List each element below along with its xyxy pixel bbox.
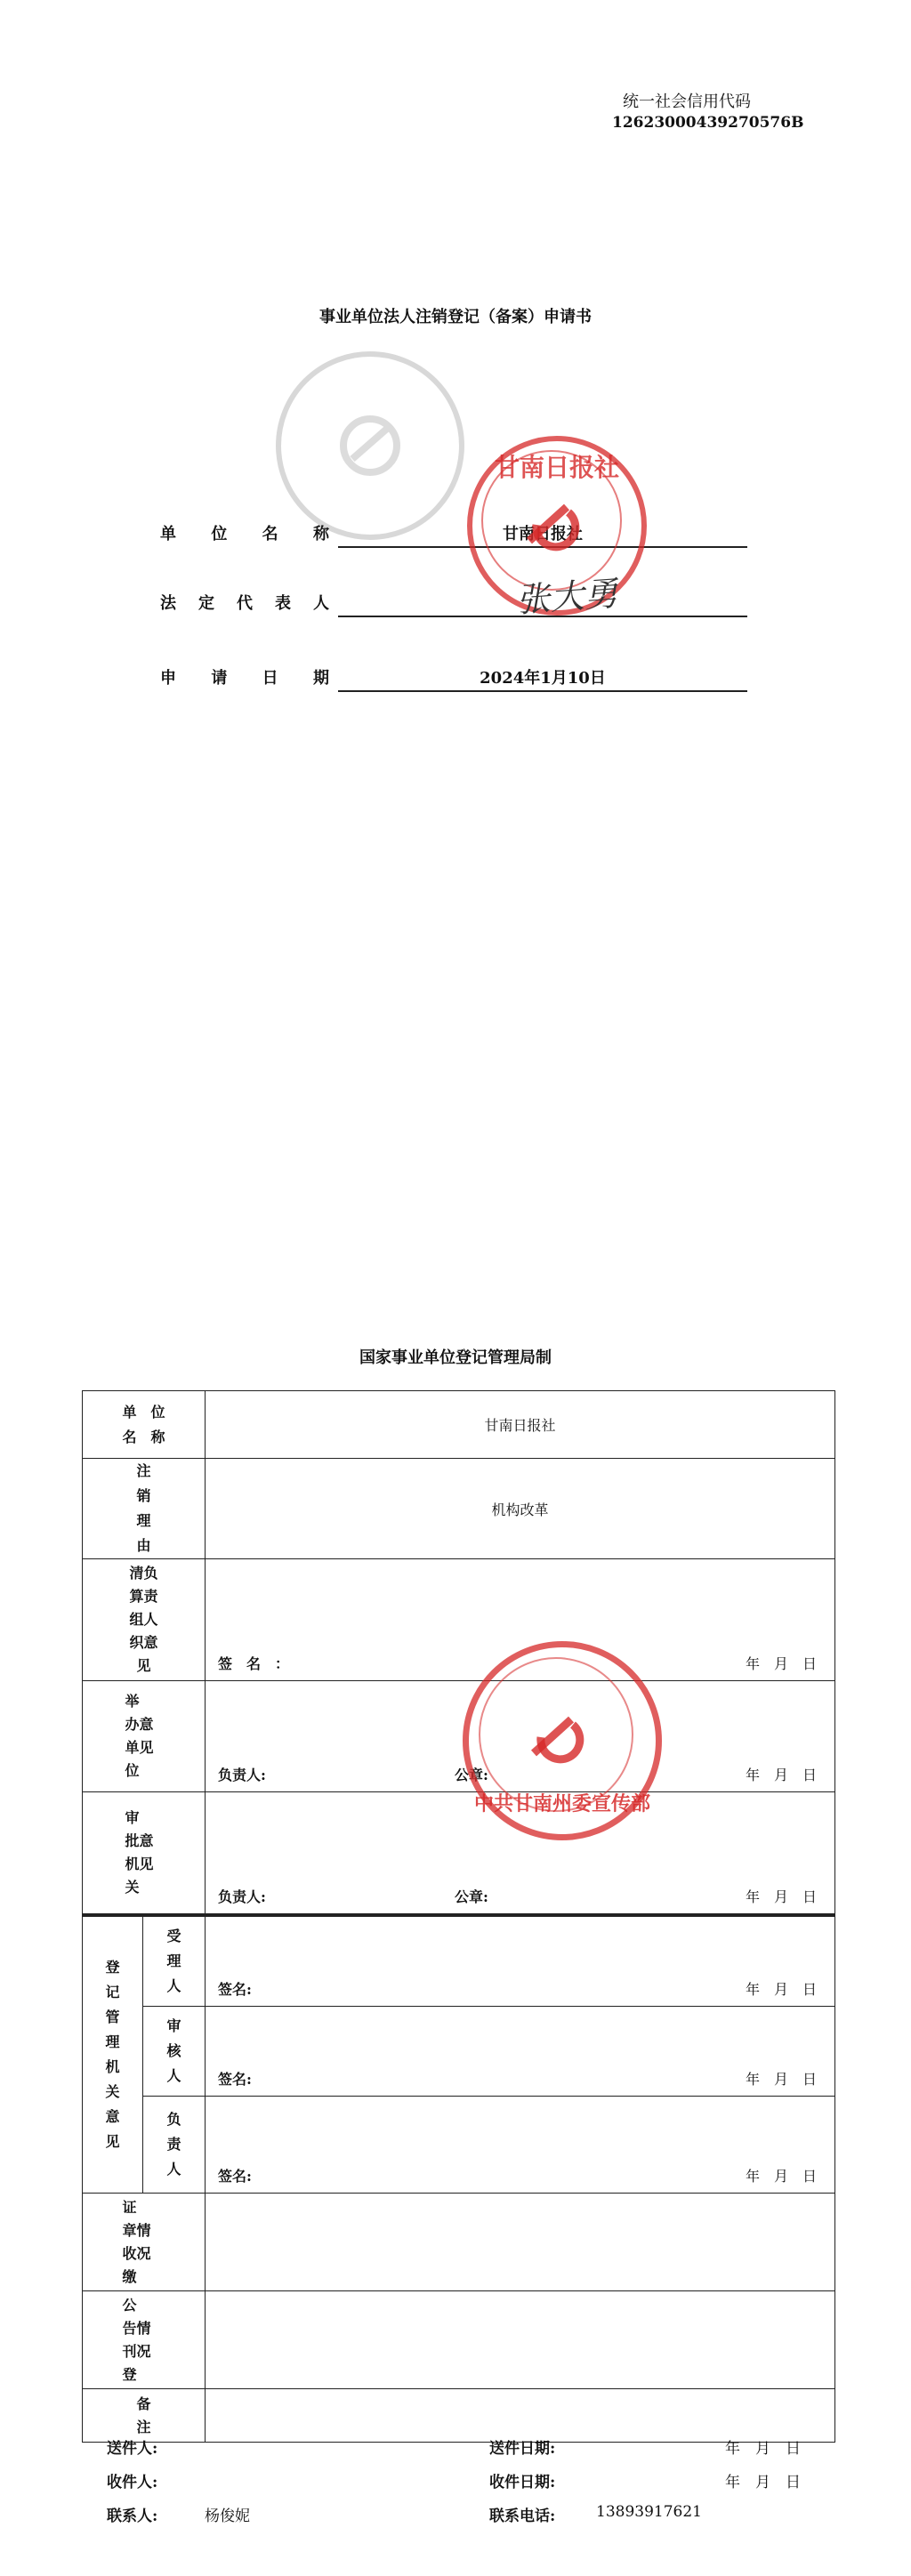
receive-date-label: 收件日期: bbox=[489, 2474, 556, 2491]
table-row bbox=[83, 1459, 835, 1559]
remarks-cell bbox=[206, 2389, 835, 2443]
contact-label: 联系人: bbox=[107, 2508, 158, 2525]
table-row bbox=[83, 1792, 835, 1916]
field-legal-rep bbox=[160, 585, 747, 617]
table-row bbox=[83, 2389, 835, 2443]
credit-code-label: 统一社会信用代码 bbox=[623, 93, 751, 111]
approval-label: 审 批意 机见 关 bbox=[83, 1792, 206, 1916]
date-placeholder: 年 月 日 bbox=[745, 1888, 817, 1905]
date-placeholder: 年 月 日 bbox=[745, 1981, 817, 1998]
footer-sender-row bbox=[107, 2435, 801, 2460]
seal-newspaper-text: 甘南日报社 bbox=[494, 453, 619, 482]
bureau-title: 国家事业单位登记管理局制 bbox=[359, 1348, 552, 1367]
receiver-label: 受理人 bbox=[143, 1915, 206, 2007]
reviewer-label: 审核人 bbox=[143, 2007, 206, 2097]
unit-name-label: 单 位 名 称 bbox=[83, 1391, 206, 1459]
announcement-cell bbox=[206, 2291, 835, 2389]
table-row bbox=[83, 1681, 835, 1792]
sender-label: 送件人: bbox=[107, 2440, 158, 2458]
receive-date-placeholder: 年 月 日 bbox=[725, 2474, 801, 2491]
certificate-cell bbox=[206, 2194, 835, 2291]
table-row bbox=[83, 1559, 835, 1681]
principal-label: 负责人: bbox=[218, 1888, 266, 1905]
announcement-label: 公 告情 刊况 登 bbox=[83, 2291, 206, 2389]
send-date-placeholder: 年 月 日 bbox=[725, 2440, 801, 2458]
table-row bbox=[83, 2097, 835, 2194]
registry-label: 登记管理机关意见 bbox=[83, 1915, 143, 2194]
table-row bbox=[83, 1391, 835, 1459]
phone-value: 13893917621 bbox=[596, 2503, 702, 2521]
faded-seal-emblem-icon bbox=[330, 406, 410, 486]
unit-name-value: 甘南日报社 bbox=[206, 1391, 835, 1459]
principal-label: 负责人: bbox=[218, 1767, 266, 1783]
document-title: 事业单位法人注销登记（备案）申请书 bbox=[319, 308, 592, 326]
field-legal-rep-label: 法 定 代 表 人 bbox=[160, 594, 329, 613]
reviewer-cell bbox=[206, 2007, 835, 2097]
credit-code-value: 12623000439270576B bbox=[612, 114, 804, 132]
red-seal-propaganda bbox=[463, 1641, 662, 1840]
table-row bbox=[83, 2194, 835, 2291]
reason-label: 注销理由 bbox=[83, 1459, 206, 1559]
date-placeholder: 年 月 日 bbox=[745, 2168, 817, 2185]
reason-value: 机构改革 bbox=[206, 1459, 835, 1559]
faded-seal bbox=[276, 351, 464, 540]
organizer-label: 举 办意 单见 位 bbox=[83, 1681, 206, 1792]
deregistration-form-table bbox=[82, 1390, 835, 2443]
phone-label: 联系电话: bbox=[489, 2508, 556, 2525]
date-placeholder: 年 月 日 bbox=[745, 1655, 817, 1672]
seal-label: 公章: bbox=[455, 1888, 488, 1905]
seal-label: 公章: bbox=[455, 1767, 488, 1783]
table-row bbox=[83, 2007, 835, 2097]
liquidation-label: 清负 算责 组人 织意 见 bbox=[83, 1559, 206, 1681]
date-placeholder: 年 月 日 bbox=[745, 2071, 817, 2088]
field-unit-name-value: 甘南日报社 bbox=[503, 525, 583, 543]
send-date-label: 送件日期: bbox=[489, 2440, 556, 2458]
field-underline bbox=[338, 690, 747, 692]
field-unit-name bbox=[160, 516, 747, 548]
sign-label: 签名: bbox=[218, 1981, 252, 1998]
field-unit-name-label: 单 位 名 称 bbox=[160, 525, 329, 543]
sign-label: 签名: bbox=[218, 2071, 252, 2088]
remarks-label: 备 注 bbox=[83, 2389, 206, 2443]
field-apply-date-label: 申 请 日 期 bbox=[160, 669, 329, 688]
date-placeholder: 年 月 日 bbox=[745, 1767, 817, 1783]
contact-value: 杨俊妮 bbox=[205, 2508, 250, 2525]
responsible-label: 负责人 bbox=[143, 2097, 206, 2194]
signature: 张大勇 bbox=[514, 574, 619, 620]
table-row bbox=[83, 2291, 835, 2389]
sign-label: 签名: bbox=[218, 2168, 252, 2185]
footer-receiver-row bbox=[107, 2469, 801, 2494]
field-apply-date bbox=[160, 660, 747, 692]
receiver-label: 收件人: bbox=[107, 2474, 158, 2491]
table-row bbox=[83, 1915, 835, 2007]
receiver-cell bbox=[206, 1915, 835, 2007]
footer-contact-row bbox=[107, 2503, 801, 2528]
sign-label: 签 名 ： bbox=[218, 1655, 290, 1672]
responsible-cell bbox=[206, 2097, 835, 2194]
certificate-label: 证 章情 收况 缴 bbox=[83, 2194, 206, 2291]
field-apply-date-value: 2024年1月10日 bbox=[480, 669, 606, 688]
seal-propaganda-text: 中共甘南州委宣传部 bbox=[473, 1792, 650, 1815]
